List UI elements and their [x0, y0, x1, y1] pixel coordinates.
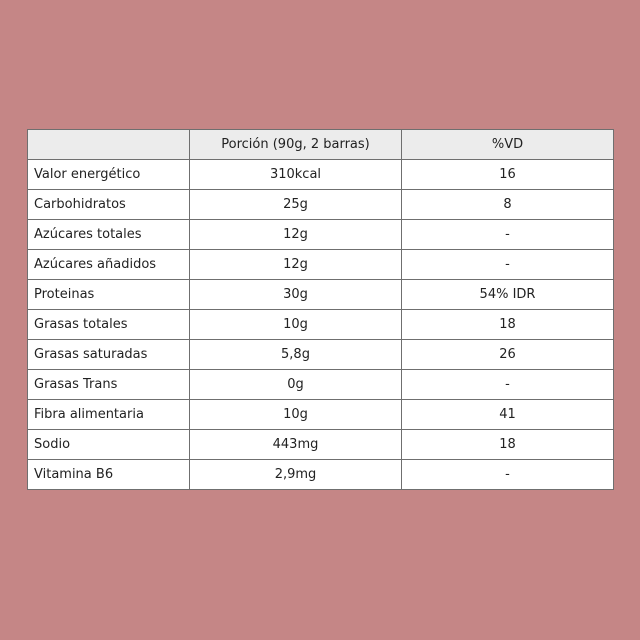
portion-value: 30g [190, 280, 402, 310]
table-row [28, 190, 614, 220]
table-row [28, 250, 614, 280]
nutrient-name: Azúcares añadidos [28, 250, 190, 280]
portion-value: 310kcal [190, 160, 402, 190]
daily-value: 8 [402, 190, 614, 220]
portion-value: 2,9mg [190, 460, 402, 490]
nutrient-name: Sodio [28, 430, 190, 460]
table-row [28, 160, 614, 190]
daily-value: - [402, 220, 614, 250]
nutrient-name: Valor energético [28, 160, 190, 190]
table-row [28, 430, 614, 460]
table-row [28, 460, 614, 490]
nutrient-name: Azúcares totales [28, 220, 190, 250]
portion-value: 12g [190, 250, 402, 280]
portion-value: 443mg [190, 430, 402, 460]
daily-value: - [402, 460, 614, 490]
nutrient-name: Grasas Trans [28, 370, 190, 400]
daily-value: 41 [402, 400, 614, 430]
nutrient-name: Carbohidratos [28, 190, 190, 220]
table-row [28, 280, 614, 310]
daily-value: - [402, 370, 614, 400]
table-row [28, 220, 614, 250]
portion-value: 10g [190, 310, 402, 340]
daily-value: 26 [402, 340, 614, 370]
portion-value: 5,8g [190, 340, 402, 370]
daily-value: 16 [402, 160, 614, 190]
header-daily-value: %VD [402, 130, 614, 160]
table-row [28, 370, 614, 400]
nutrient-name: Grasas totales [28, 310, 190, 340]
header-nutrient [28, 130, 190, 160]
nutrient-name: Proteinas [28, 280, 190, 310]
table-row [28, 340, 614, 370]
nutrient-name: Fibra alimentaria [28, 400, 190, 430]
header-portion: Porción (90g, 2 barras) [190, 130, 402, 160]
daily-value: 54% IDR [402, 280, 614, 310]
table-row [28, 310, 614, 340]
table-row [28, 400, 614, 430]
nutrition-facts-table [27, 129, 614, 490]
daily-value: - [402, 250, 614, 280]
portion-value: 0g [190, 370, 402, 400]
daily-value: 18 [402, 430, 614, 460]
portion-value: 25g [190, 190, 402, 220]
daily-value: 18 [402, 310, 614, 340]
nutrient-name: Grasas saturadas [28, 340, 190, 370]
nutrient-name: Vitamina B6 [28, 460, 190, 490]
portion-value: 12g [190, 220, 402, 250]
portion-value: 10g [190, 400, 402, 430]
table-header-row [28, 130, 614, 160]
